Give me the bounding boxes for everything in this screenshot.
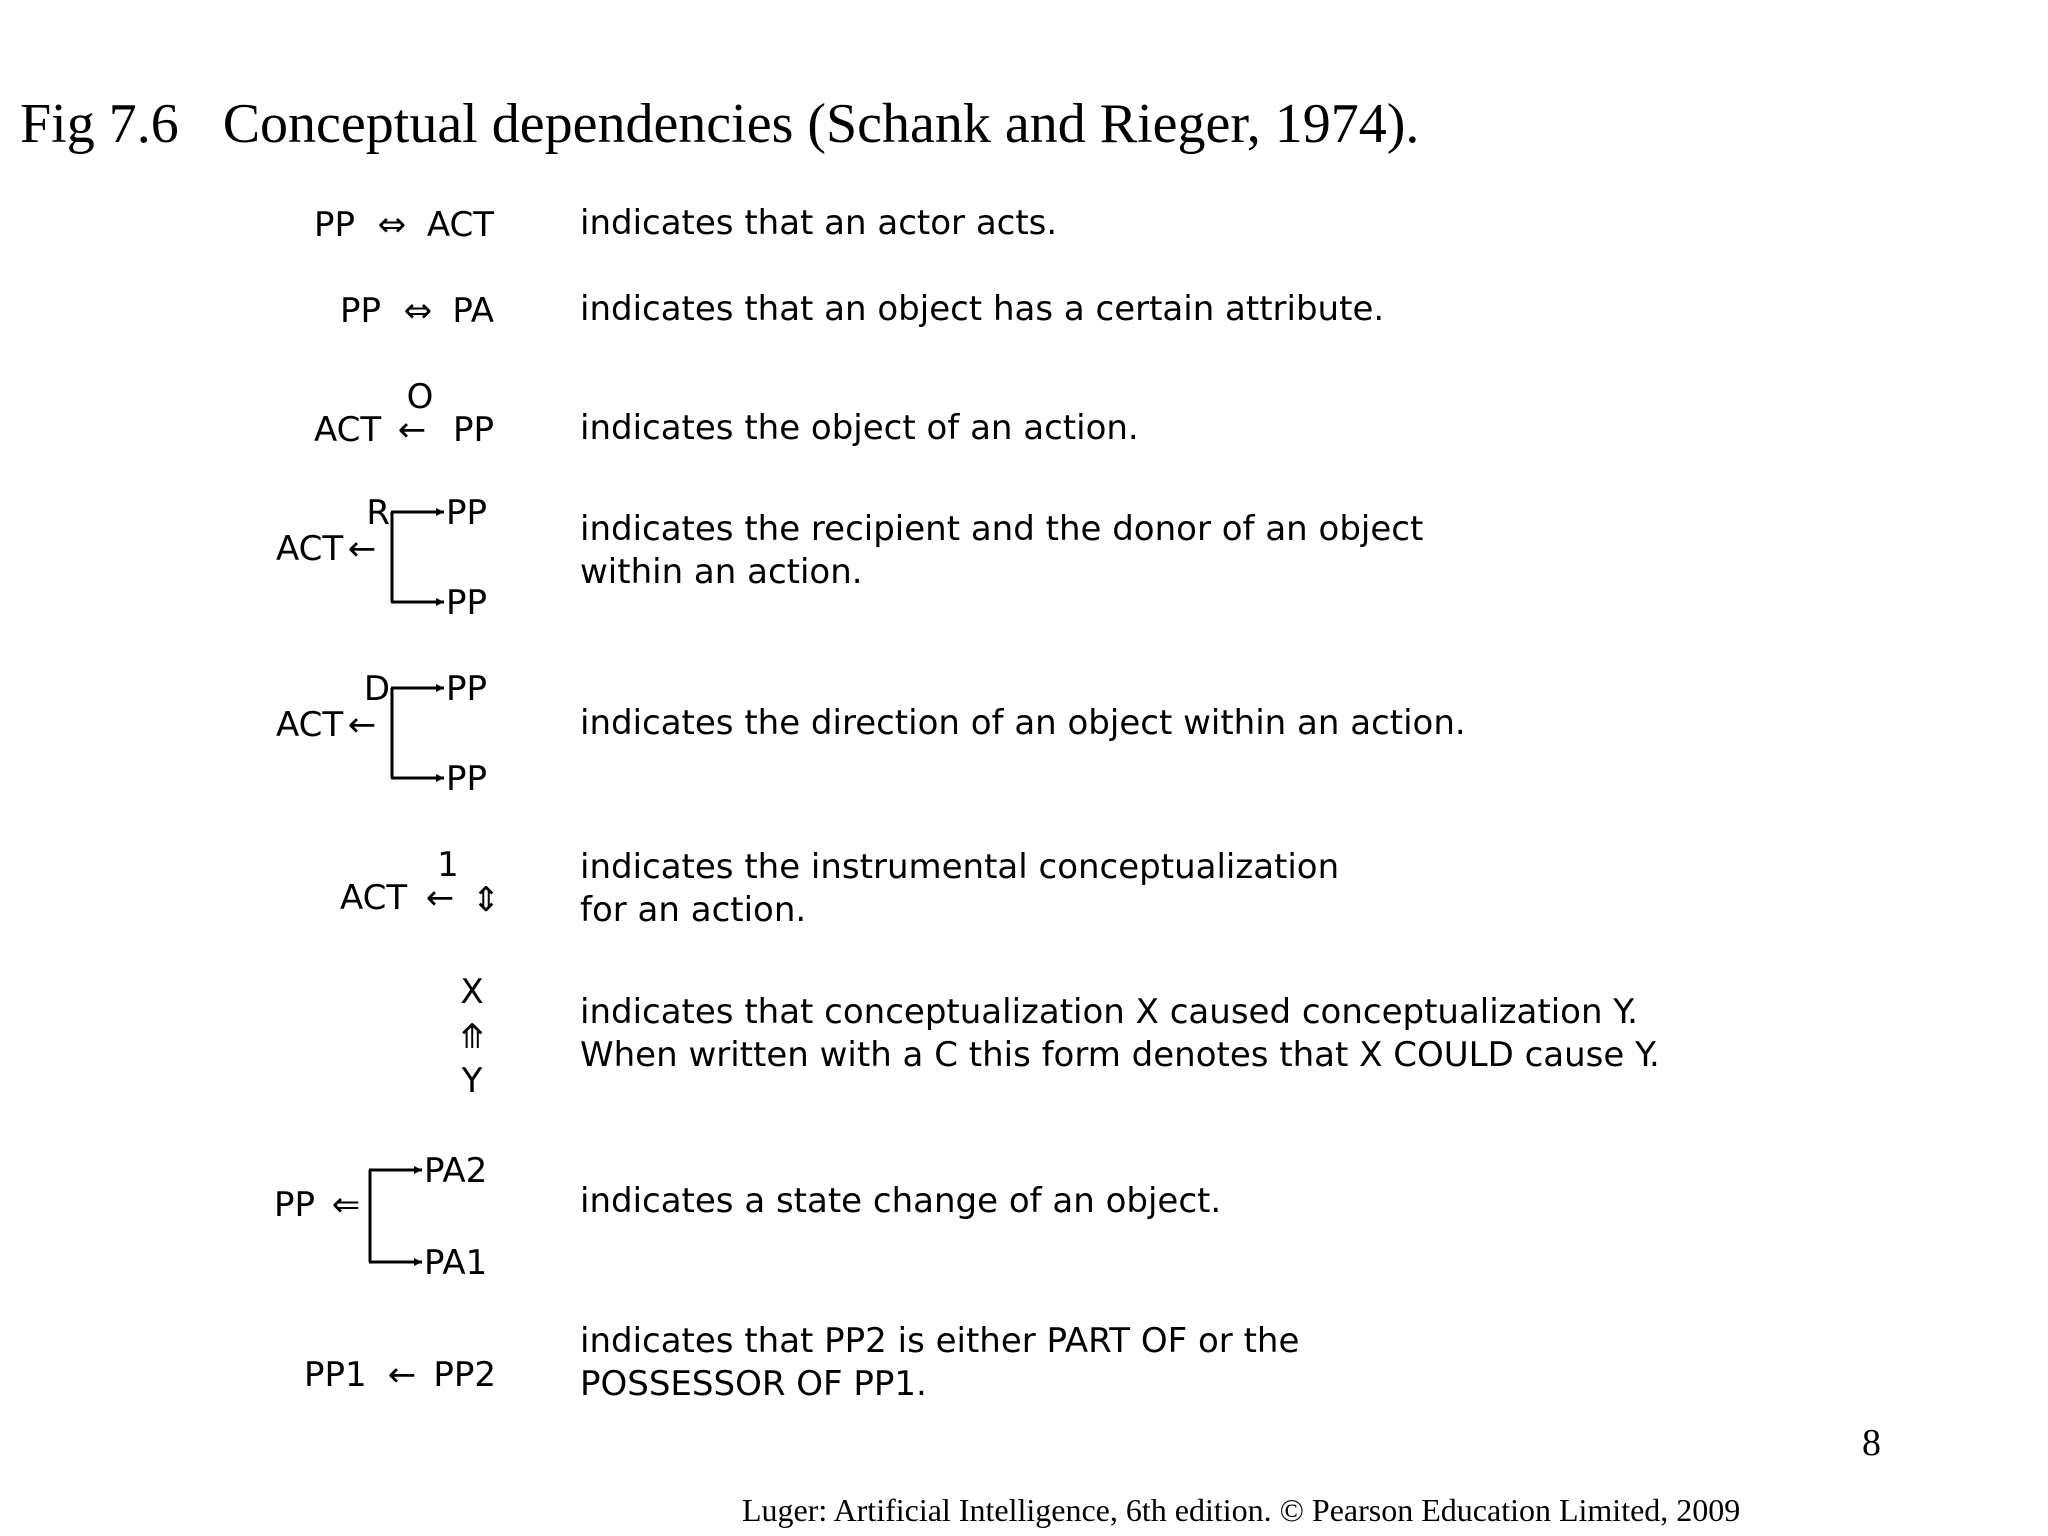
notation-top-pp: PP [446,493,488,533]
description-object-attribute [580,288,1384,331]
notation-possession [304,1355,496,1395]
notation-left-act: ACT [340,878,408,918]
notation-instrumental [340,845,500,920]
two-way-arrow-icon: ⇔ [403,291,433,331]
figure-caption: Conceptual dependencies (Schank and Rieger, 1974). [222,93,1420,155]
description-line: When written with a C this form denotes that X COULD cause Y. [580,1035,1660,1075]
notation-direction [276,669,487,799]
notation-object-of-action [314,377,494,450]
description-line: indicates the object of an action. [580,408,1139,448]
notation-recipient-donor [276,493,487,623]
notation-right-pp2: PP2 [433,1355,496,1395]
description-line: indicates that conceptualization X caused conceptualization Y. [580,992,1638,1032]
notation-left-pp: PP [314,205,356,245]
notation-causation [458,972,487,1101]
description-line: for an action. [580,890,807,930]
two-way-arrow-icon: ⇔ [377,205,407,245]
description-recipient-donor [580,508,1423,594]
notation-object-attribute [340,291,494,331]
notation-right-act: ACT [426,205,494,245]
notation-label-d: D [363,669,390,709]
left-arrow-icon: ← [425,878,455,918]
left-arrow-icon: ← [347,529,377,569]
description-line: indicates the recipient and the donor of an object [580,509,1424,549]
notation-bottom-y: Y [461,1061,483,1101]
description-line: indicates a state change of an object. [580,1181,1222,1221]
notation-left-act: ACT [314,410,382,450]
description-state-change [580,1180,1221,1223]
description-causation [580,991,1660,1077]
notation-bottom-pp: PP [446,583,488,623]
double-left-arrow-icon: ⇐ [331,1185,361,1225]
footer-copyright: Luger: Artificial Intelligence, 6th edition. © Pearson Education Limited, 2009 [742,1492,1741,1528]
description-line: within an action. [580,552,863,592]
notation-left-pp: PP [340,291,382,331]
description-direction [580,702,1466,745]
description-line: indicates that an actor acts. [580,203,1058,243]
notation-left-act: ACT [276,529,344,569]
figure-number: Fig 7.6 [20,93,179,155]
left-arrow-icon: ← [387,1355,417,1395]
description-line: indicates that an object has a certain attribute. [580,289,1385,329]
notation-actor-acts [314,205,494,245]
notation-left-pp: PP [274,1185,316,1225]
notation-state-change [274,1151,487,1283]
notation-bottom-pp: PP [446,759,488,799]
notation-right-pa: PA [452,291,494,331]
notation-label-r: R [366,493,390,533]
notation-bottom-pa1: PA1 [424,1243,488,1283]
description-line: indicates the direction of an object within an action. [580,703,1466,743]
notation-left-act: ACT [276,705,344,745]
notation-top-x: X [460,972,484,1012]
description-line: indicates the instrumental conceptualization [580,847,1340,887]
left-arrow-icon: ← [397,410,427,450]
notation-label-1: 1 [437,845,459,885]
description-object-of-action [580,407,1139,450]
description-line: indicates that PP2 is either PART OF or the [580,1321,1300,1361]
notation-label-o: O [406,377,434,417]
description-line: POSSESSOR OF PP1. [580,1364,927,1404]
notation-top-pp: PP [446,669,488,709]
notation-right-pp: PP [452,410,494,450]
notation-top-pa2: PA2 [424,1151,488,1191]
page-number: 8 [1862,1422,1881,1464]
triple-up-arrow-icon: ⤊ [457,1017,487,1057]
notation-left-pp1: PP1 [304,1355,367,1395]
description-actor-acts [580,202,1057,245]
vertical-double-arrow-icon: ⇕ [471,880,501,920]
description-instrumental [580,846,1339,932]
description-possession [580,1320,1299,1406]
left-arrow-icon: ← [347,705,377,745]
